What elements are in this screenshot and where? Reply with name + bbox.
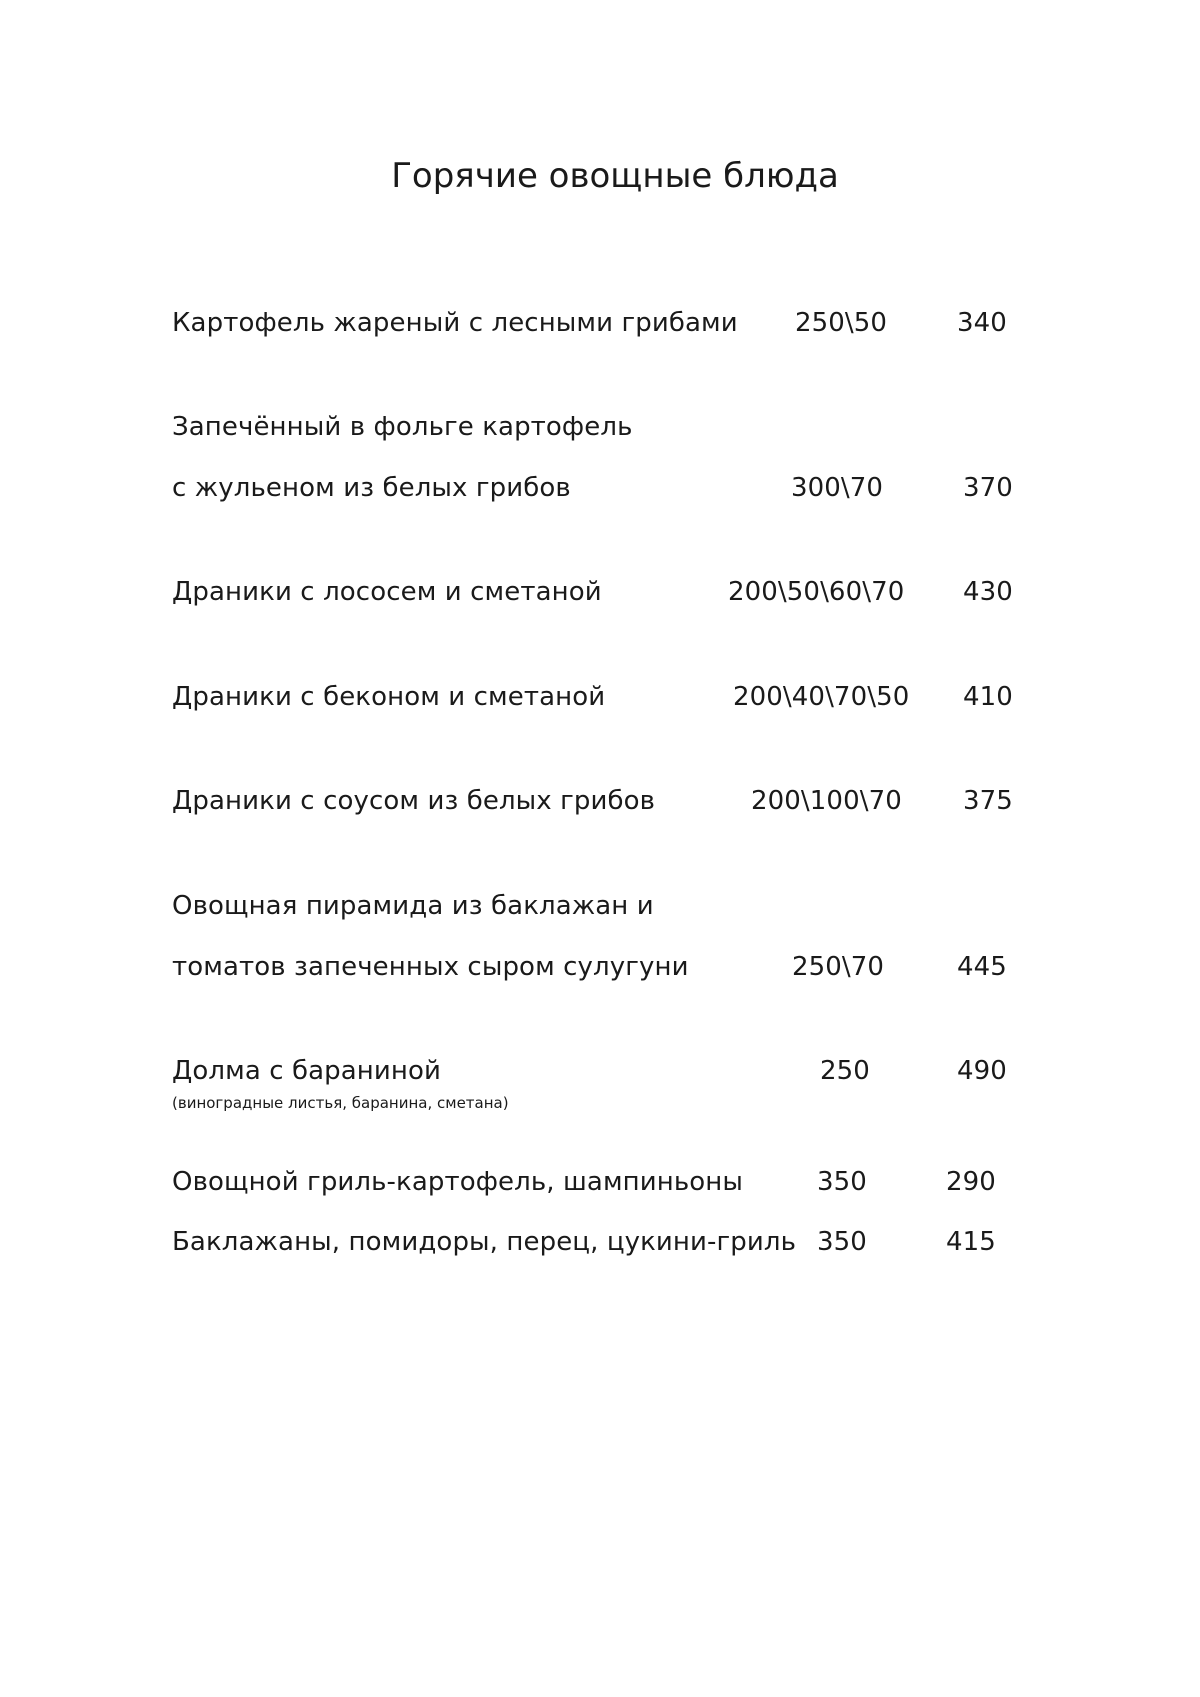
dish-weight: 250 (820, 1056, 870, 1086)
dish-weight: 350 (817, 1167, 867, 1197)
dish-price: 410 (963, 682, 1013, 712)
dish-price: 430 (963, 577, 1013, 607)
dish-weight: 250\70 (792, 952, 885, 982)
dish-price: 490 (957, 1056, 1007, 1086)
dish-name: Баклажаны, помидоры, перец, цукини-гриль (172, 1227, 796, 1257)
dish-weight: 250\50 (795, 308, 888, 338)
dish-weight: 200\50\60\70 (728, 577, 905, 607)
dish-price: 375 (963, 786, 1013, 816)
dish-weight: 300\70 (791, 473, 884, 503)
dish-weight: 350 (817, 1227, 867, 1257)
page-title: Горячие овощные блюда (391, 156, 839, 196)
dish-name: Овощной гриль-картофель, шампиньоны (172, 1167, 744, 1197)
dish-name: Запечённый в фольге картофель (172, 412, 633, 442)
dish-price: 445 (957, 952, 1007, 982)
dish-weight: 200\40\70\50 (733, 682, 910, 712)
dish-name: томатов запеченных сыром сулугуни (172, 952, 689, 982)
dish-name: Драники с беконом и сметаной (172, 682, 606, 712)
dish-name: Драники с соусом из белых грибов (172, 786, 656, 816)
dish-name: с жульеном из белых грибов (172, 473, 571, 503)
dish-name: Долма с бараниной (172, 1056, 442, 1086)
dish-name: Картофель жареный с лесными грибами (172, 308, 738, 338)
dish-price: 290 (946, 1167, 996, 1197)
dish-name: Овощная пирамида из баклажан и (172, 891, 654, 921)
dish-note: (виноградные листья, баранина, сметана) (172, 1094, 509, 1112)
dish-weight: 200\100\70 (751, 786, 902, 816)
dish-price: 340 (957, 308, 1007, 338)
dish-name: Драники с лососем и сметаной (172, 577, 602, 607)
dish-price: 415 (946, 1227, 996, 1257)
dish-price: 370 (963, 473, 1013, 503)
